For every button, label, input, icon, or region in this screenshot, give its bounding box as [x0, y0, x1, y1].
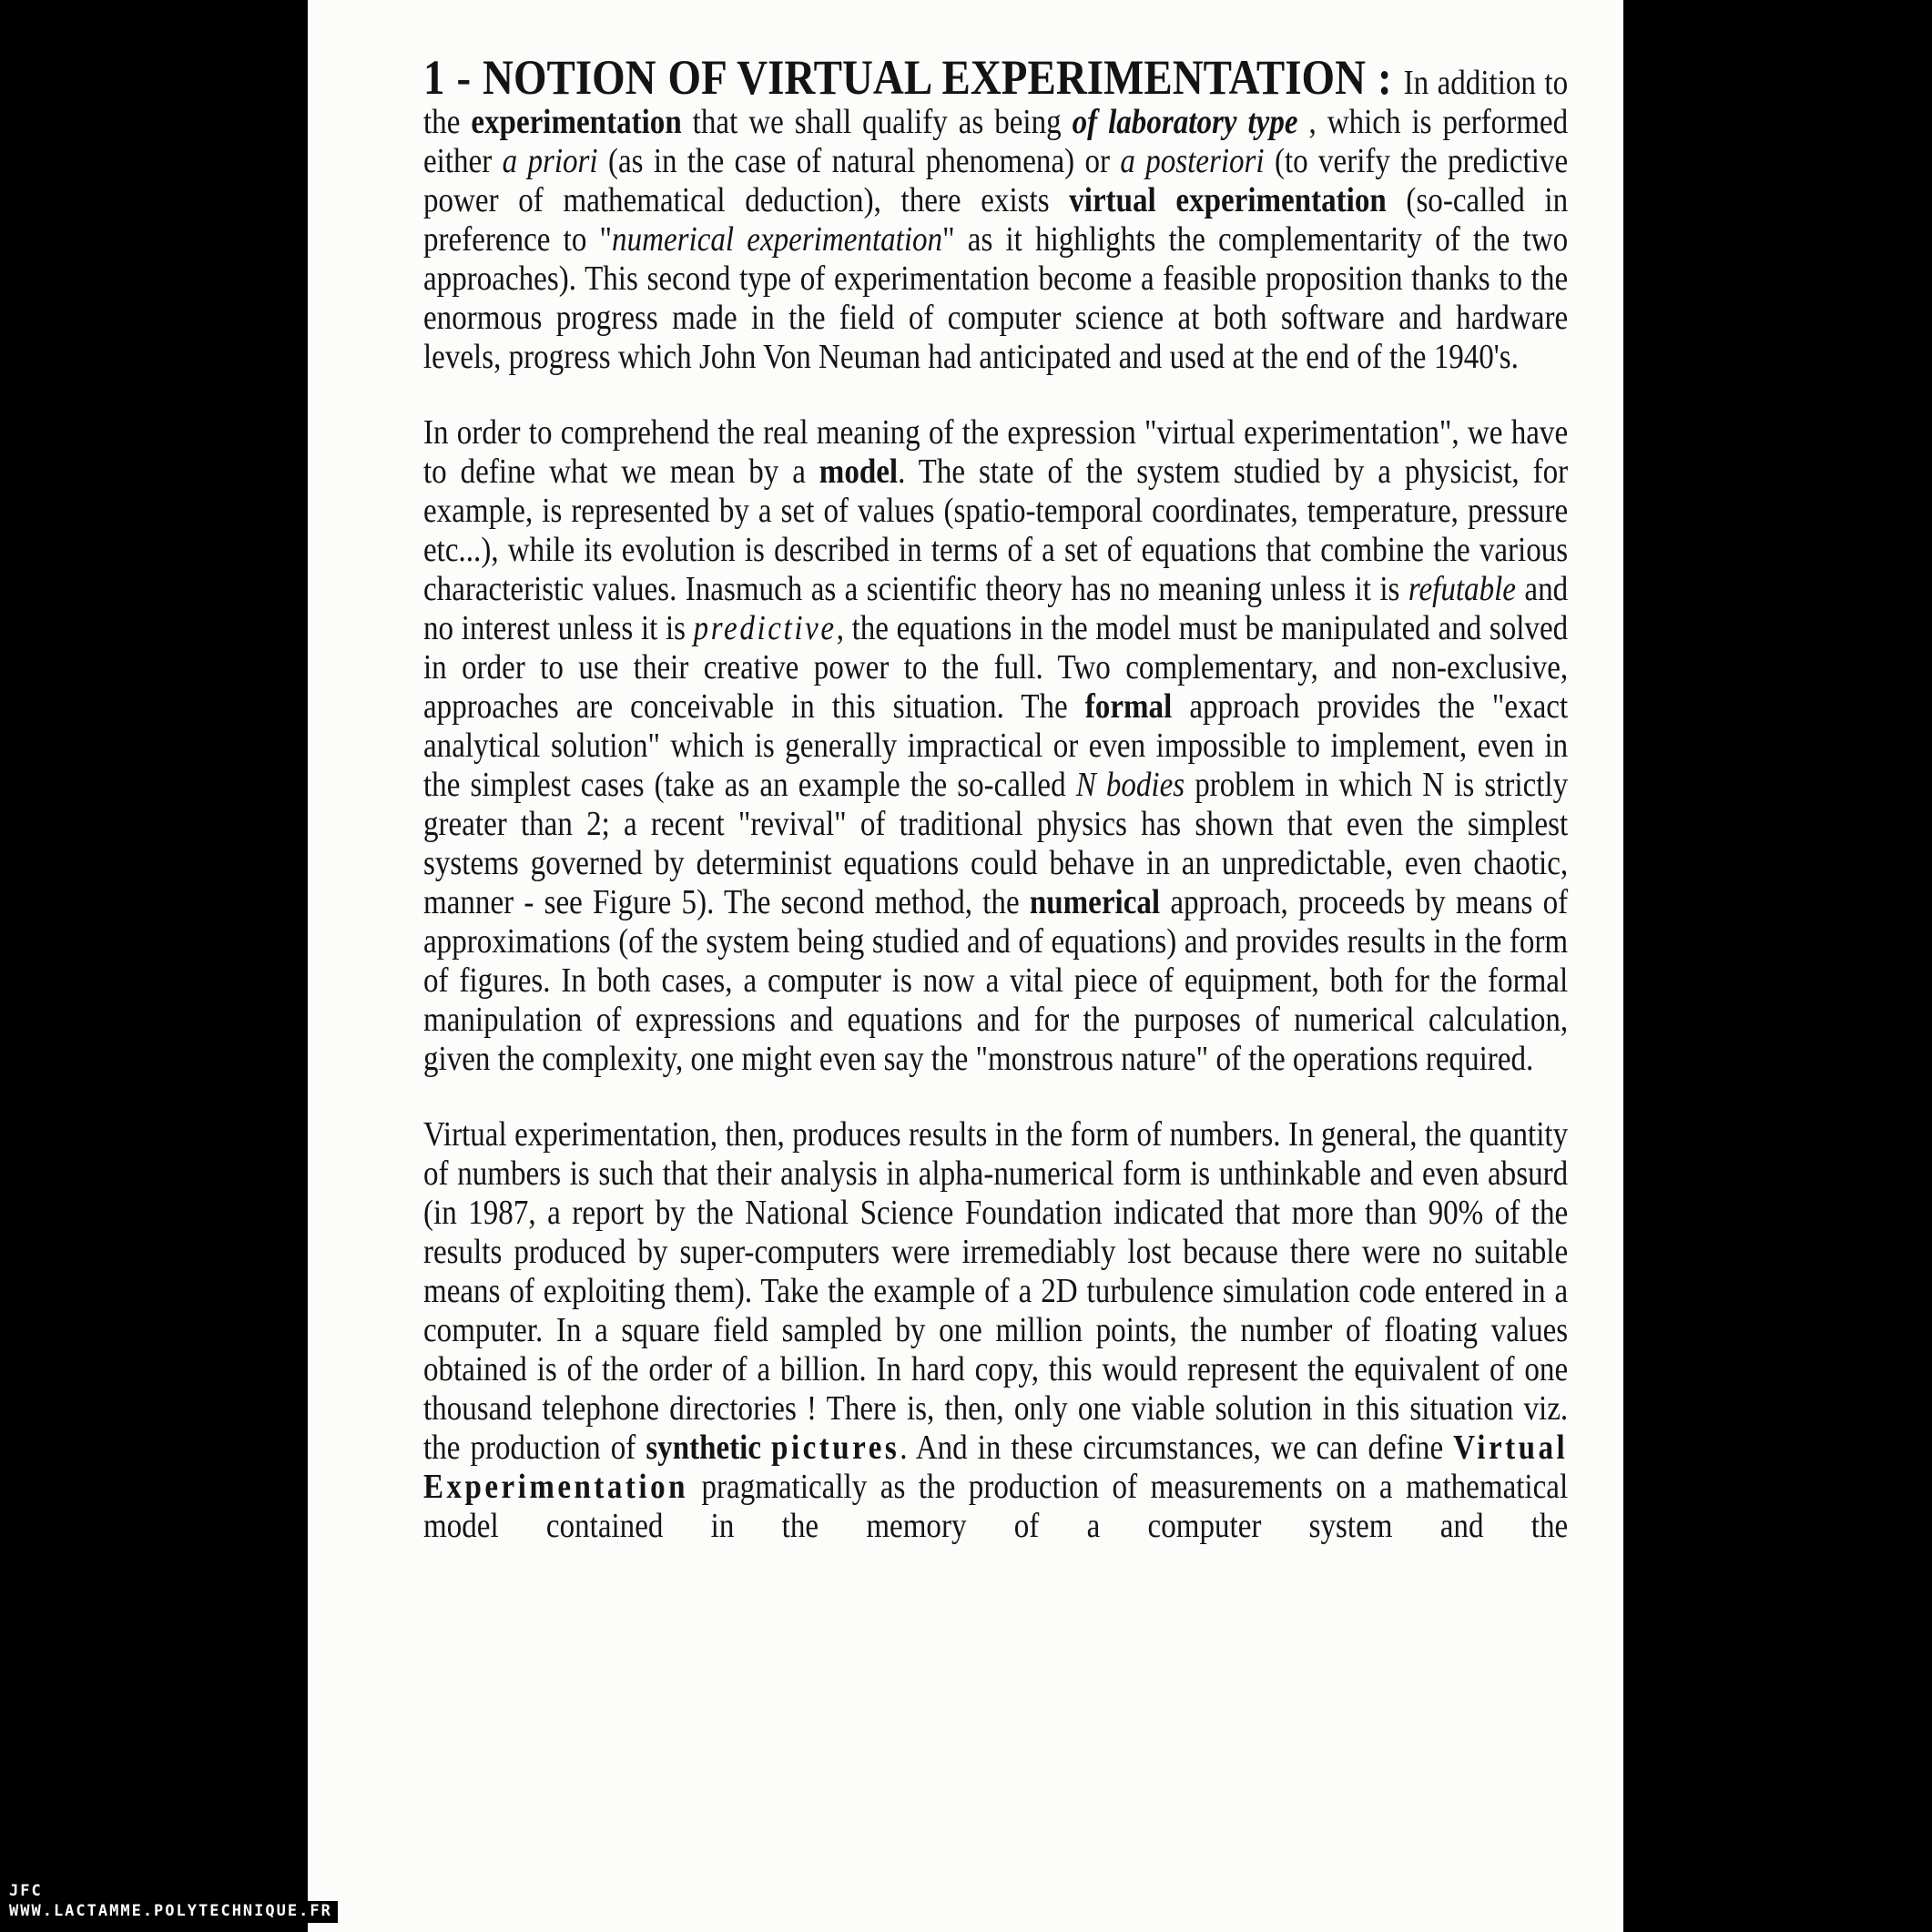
text-segment: pragmatically as the production of measurements on a mathematical model contained in the memory of a computer system and the	[423, 1468, 1569, 1545]
text-segment: synthetic	[646, 1429, 772, 1467]
text-segment: problem in which N is strictly greater than 2; a recent "revival" of traditional physics has shown that even the simplest systems governed by determinist equations could behave in an unpredictable, even chaotic, manner - see Figure 5). The second method, the	[423, 766, 1569, 921]
text-segment: , which is performed either	[423, 103, 1569, 180]
text-segment: Virtual Experimentation	[423, 1429, 1569, 1506]
text-segment: N bodies	[1075, 766, 1185, 804]
text-segment: that we shall qualify as being	[681, 103, 1073, 141]
text-segment: numerical	[1029, 883, 1161, 921]
text-segment: In order to comprehend the real meaning of the expression "virtual experimentation", we have to define what we mean by a	[423, 413, 1569, 491]
section-heading: 1 - NOTION OF VIRTUAL EXPERIMENTATION :	[423, 50, 1404, 105]
text-segment: a priori	[502, 142, 598, 180]
text-segment: (as in the case of natural phenomena) or	[597, 142, 1121, 180]
text-segment: (to verify the predictive power of mathematical deduction), there exists	[423, 142, 1569, 219]
text-segment: experimentation	[471, 103, 682, 141]
text-segment: pictures	[771, 1429, 900, 1467]
paragraph	[423, 50, 1569, 377]
text-segment: predictive	[693, 609, 837, 647]
text-segment: formal	[1084, 687, 1173, 726]
watermark-url: WWW.LACTAMME.POLYTECHNIQUE.FR	[9, 1901, 338, 1923]
paragraph	[423, 1115, 1568, 1546]
watermark	[9, 1881, 338, 1923]
scanned-page	[308, 0, 1623, 1932]
text-segment: of laboratory type	[1072, 103, 1298, 141]
paragraph	[423, 413, 1568, 1079]
text-segment: refutable	[1408, 570, 1516, 608]
document-text	[423, 0, 1568, 1546]
text-segment: , the equations in the model must be manipulated and solved in order to use their creative power to the full. Two complementary, and non-exclusive, approaches are conceivable in this situation. The	[423, 609, 1569, 726]
text-segment: approach provides the "exact analytical solution" which is generally impractical or even impossible to implement, even in the simplest cases (take as an example the so-called	[423, 687, 1569, 804]
text-segment: numerical experimentation	[612, 220, 943, 259]
watermark-author: JFC	[9, 1882, 43, 1900]
text-segment: In addition to the	[423, 64, 1569, 141]
text-segment: . The state of the system studied by a physicist, for example, is represented by a set of values (spatio-temporal coordinates, temperature, pressure etc...), while its evolution is described in terms of a set of equations that combine the various characteristic values. Inasmuch as a scientific theory has no meaning unless it is	[423, 452, 1569, 608]
text-segment: (so-called in preference to "	[423, 181, 1569, 259]
text-segment: model	[819, 452, 899, 491]
text-segment: virtual experimentation	[1069, 181, 1387, 219]
text-segment: a posteriori	[1120, 142, 1265, 180]
text-segment: . And in these circumstances, we can define	[900, 1429, 1454, 1467]
text-segment: " as it highlights the complementarity of the two approaches). This second type of experimentation become a feasible proposition thanks to the enormous progress made in the field of computer science at both software and hardware levels, progress which John Von Neuman had anticipated and used at the end of the 1940's.	[423, 220, 1569, 376]
text-segment: approach, proceeds by means of approximations (of the system being studied and of equations) and provides results in the form of figures. In both cases, a computer is now a vital piece of equipment, both for the formal manipulation of expressions and equations and for the purposes of numerical calculation, given the complexity, one might even say the "monstrous nature" of the operations required.	[423, 883, 1569, 1078]
text-segment: Virtual experimentation, then, produces results in the form of numbers. In general, the quantity of numbers is such that their analysis in alpha-numerical form is unthinkable and even absurd (in 1987, a report by the National Science Foundation indicated that more than 90% of the results produced by super-computers were irremediably lost because there were no suitable means of exploiting them). Take the example of a 2D turbulence simulation code entered in a computer. In a square field sampled by one million points, the number of floating values obtained is of the order of a billion. In hard copy, this would represent the equivalent of one thousand telephone directories ! There is, then, only one viable solution in this situation viz. the production of	[423, 1115, 1569, 1467]
text-segment: and no interest unless it is	[423, 570, 1569, 647]
